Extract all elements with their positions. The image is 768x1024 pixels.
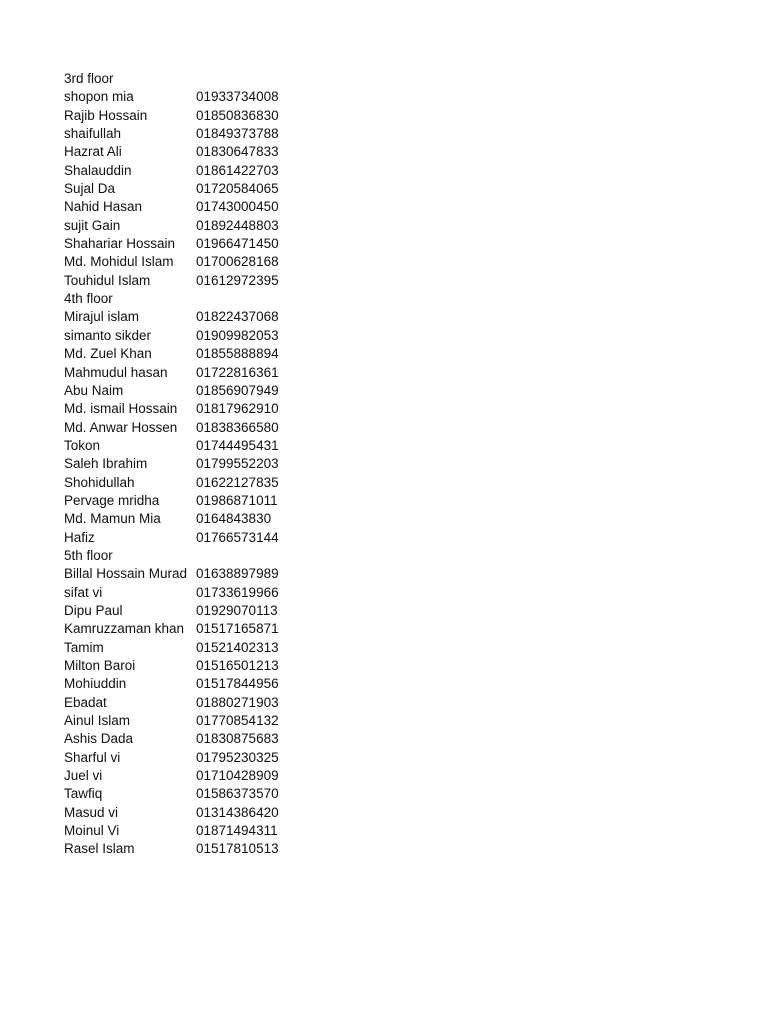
floor-heading <box>64 547 364 565</box>
contact-row <box>64 125 364 143</box>
contact-name: Shohidullah <box>64 474 135 490</box>
contact-row <box>64 400 364 418</box>
contact-phone: 01733619966 <box>196 584 279 600</box>
contact-name: Juel vi <box>64 768 103 784</box>
contact-row <box>64 804 364 822</box>
contact-row <box>64 437 364 455</box>
contact-row <box>64 840 364 858</box>
contact-row <box>64 584 364 602</box>
contact-phone: 01966471450 <box>196 236 279 252</box>
contact-name: Rasel Islam <box>64 841 135 857</box>
floor-heading-label: 3rd floor <box>64 71 114 86</box>
contact-row <box>64 162 364 180</box>
contact-name: Md. ismail Hossain <box>64 401 178 417</box>
contact-phone: 01929070113 <box>196 602 278 618</box>
floor-heading-label: 4th floor <box>64 291 113 307</box>
contact-phone: 01638897989 <box>196 566 279 582</box>
contact-name: Tamim <box>64 639 104 655</box>
contact-row <box>64 602 364 620</box>
contact-row <box>64 308 364 326</box>
contact-name: Masud vi <box>64 804 119 820</box>
contact-phone: 01710428909 <box>196 768 279 784</box>
contact-name: Moinul Vi <box>64 823 120 839</box>
contact-name: Md. Mamun Mia <box>64 511 161 527</box>
contact-row <box>64 510 364 528</box>
contact-phone: 01612972395 <box>196 272 279 288</box>
contact-phone: 01909982053 <box>196 327 279 343</box>
contact-phone: 01770854132 <box>196 713 279 729</box>
contact-phone: 0164843830 <box>196 511 272 527</box>
contact-name: Nahid Hasan <box>64 199 143 215</box>
contact-sheet <box>64 70 364 859</box>
contact-row <box>64 327 364 345</box>
contact-phone: 01521402313 <box>196 639 279 655</box>
contact-name: Tokon <box>64 437 101 453</box>
contact-name: Hafiz <box>64 529 95 545</box>
contact-row <box>64 143 364 161</box>
contact-phone: 01892448803 <box>196 217 279 233</box>
contact-phone: 01849373788 <box>196 126 279 142</box>
contact-name: Shahariar Hossain <box>64 236 176 252</box>
contact-phone: 01314386420 <box>196 804 279 820</box>
contact-row <box>64 785 364 803</box>
contact-row <box>64 345 364 363</box>
contact-phone: 01855888894 <box>196 346 279 362</box>
contact-name: Sharful vi <box>64 749 121 765</box>
contact-phone: 01933734008 <box>196 89 279 105</box>
contact-row <box>64 235 364 253</box>
contact-row <box>64 217 364 235</box>
contact-phone: 01880271903 <box>196 694 279 710</box>
contact-row <box>64 694 364 712</box>
contact-phone: 01856907949 <box>196 382 279 398</box>
contact-name: simanto sikder <box>64 327 152 343</box>
contact-name: Rajib Hossain <box>64 107 148 123</box>
contact-name: Milton Baroi <box>64 658 136 673</box>
contact-phone: 01871494311 <box>196 823 278 839</box>
contact-phone: 01586373570 <box>196 786 279 802</box>
contact-row <box>64 822 364 840</box>
contact-row <box>64 107 364 125</box>
contact-name: Mohiuddin <box>64 676 127 692</box>
contact-row <box>64 253 364 271</box>
contact-phone: 01799552203 <box>196 456 279 472</box>
contact-row <box>64 712 364 730</box>
contact-name: Pervage mridha <box>64 492 160 508</box>
contact-phone: 01850836830 <box>196 107 279 123</box>
contact-phone: 01516501213 <box>196 658 279 673</box>
contact-phone: 01622127835 <box>196 474 279 490</box>
contact-name: Md. Zuel Khan <box>64 346 152 362</box>
floor-heading-label: 5th floor <box>64 547 113 563</box>
contact-phone: 01517844956 <box>196 676 279 692</box>
contact-name: Mirajul islam <box>64 309 140 325</box>
contact-phone: 01720584065 <box>196 181 279 197</box>
contact-row <box>64 474 364 492</box>
contact-phone: 01830875683 <box>196 731 279 747</box>
contact-phone: 01700628168 <box>196 254 279 270</box>
contact-row <box>64 529 364 547</box>
contact-name: Md. Mohidul Islam <box>64 254 174 270</box>
contact-phone: 01817962910 <box>196 401 279 417</box>
contact-name: Saleh Ibrahim <box>64 456 148 472</box>
contact-row <box>64 620 364 638</box>
contact-phone: 01861422703 <box>196 162 279 178</box>
contact-name: sifat vi <box>64 584 103 600</box>
contact-phone: 01830647833 <box>196 144 279 160</box>
contact-name: Shalauddin <box>64 162 132 178</box>
contact-phone: 01986871011 <box>196 492 278 508</box>
contact-name: Dipu Paul <box>64 602 123 618</box>
contact-name: Md. Anwar Hossen <box>64 419 178 435</box>
floor-heading <box>64 290 364 308</box>
contact-row <box>64 88 364 106</box>
contact-name: Ebadat <box>64 694 107 710</box>
contact-phone: 01517810513 <box>196 841 279 857</box>
contact-row <box>64 639 364 657</box>
contact-row <box>64 492 364 510</box>
contact-name: sujit Gain <box>64 217 121 233</box>
contact-name: Abu Naim <box>64 382 124 398</box>
contact-name: Ainul Islam <box>64 713 131 729</box>
contact-name: Touhidul Islam <box>64 272 151 288</box>
contact-phone: 01766573144 <box>196 529 279 545</box>
contact-phone: 01838366580 <box>196 419 279 435</box>
contact-row <box>64 419 364 437</box>
contact-name: Billal Hossain Murad <box>64 566 188 582</box>
contact-name: shopon mia <box>64 89 134 105</box>
contact-phone: 01722816361 <box>196 364 279 380</box>
contact-row <box>64 455 364 473</box>
contact-phone: 01795230325 <box>196 749 279 765</box>
floor-heading <box>64 70 364 88</box>
contact-phone: 01822437068 <box>196 309 279 325</box>
contact-phone: 01517165871 <box>196 621 279 637</box>
contact-name: Ashis Dada <box>64 731 134 747</box>
contact-row <box>64 198 364 216</box>
contact-phone: 01743000450 <box>196 199 279 215</box>
contact-row <box>64 730 364 748</box>
contact-name: Sujal Da <box>64 181 116 197</box>
contact-name: Hazrat Ali <box>64 144 122 160</box>
contact-name: shaifullah <box>64 126 122 142</box>
contact-row <box>64 657 364 675</box>
contact-phone: 01744495431 <box>196 437 279 453</box>
contact-row <box>64 675 364 693</box>
contact-row <box>64 749 364 767</box>
contact-row <box>64 180 364 198</box>
contact-name: Mahmudul hasan <box>64 364 168 380</box>
contact-row <box>64 272 364 290</box>
contact-row <box>64 364 364 382</box>
contact-row <box>64 382 364 400</box>
contact-row <box>64 565 364 583</box>
contact-name: Tawfiq <box>64 786 103 802</box>
contact-name: Kamruzzaman khan <box>64 621 185 637</box>
contact-row <box>64 767 364 785</box>
